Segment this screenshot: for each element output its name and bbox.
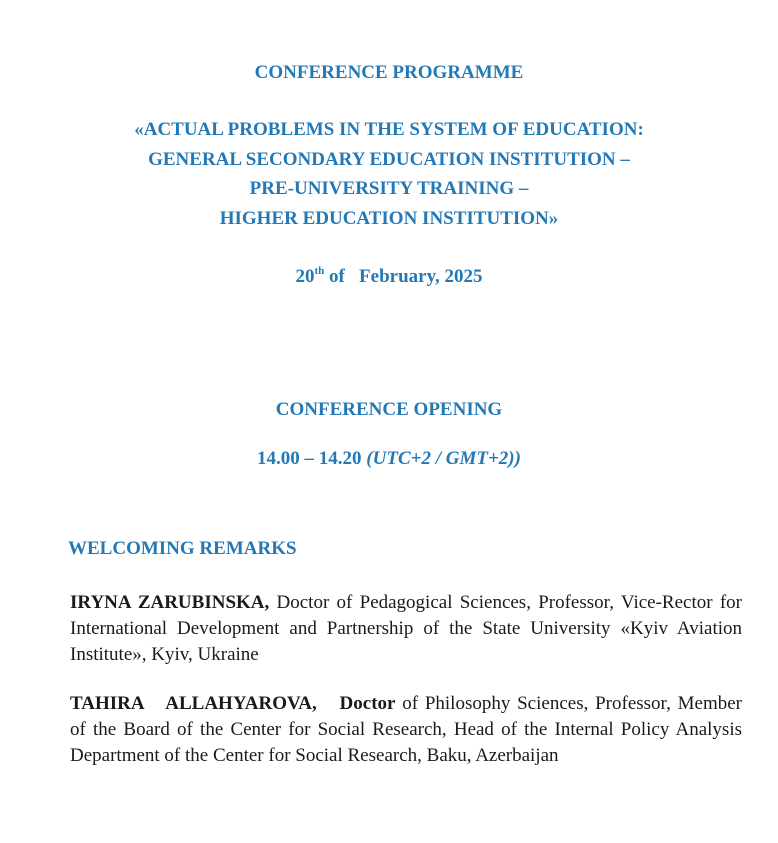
speaker-entry bbox=[70, 691, 742, 769]
conference-title-line: HIGHER EDUCATION INSTITUTION» bbox=[219, 207, 559, 229]
conference-title-line: PRE-UNIVERSITY TRAINING – bbox=[249, 178, 529, 199]
speaker-details: Doctor of Pedagogical Sciences, Professor, Vice-Rector for International Development and Partnership of the State University «Kyiv Aviation Institute», Kyiv, Ukraine bbox=[70, 592, 742, 665]
opening-time-range: 14.00 – 14.20 bbox=[257, 448, 367, 469]
opening-timezone: (UTC+2 / GMT+2)) bbox=[366, 448, 521, 469]
speaker-entry bbox=[70, 590, 742, 668]
programme-title: CONFERENCE PROGRAMME bbox=[254, 62, 524, 83]
conference-title-line: «ACTUAL PROBLEMS IN THE SYSTEM OF EDUCATION: bbox=[134, 119, 644, 140]
conference-opening-heading: CONFERENCE OPENING bbox=[275, 399, 503, 420]
speaker-details: of Philosophy Sciences, Professor, Member of the Board of the Center for Social Research, Head of the Internal Policy Analysis Department of the Center for Social Research, Baku, Azerbaijan bbox=[70, 693, 742, 766]
conference-date bbox=[0, 265, 778, 289]
speaker-name: IRYNA ZARUBINSKA, bbox=[70, 592, 270, 613]
conference-title-line: GENERAL SECONDARY EDUCATION INSTITUTION – bbox=[148, 148, 630, 170]
welcoming-remarks-heading: WELCOMING REMARKS bbox=[68, 538, 297, 559]
date-rest: of February, 2025 bbox=[324, 266, 483, 287]
conference-title bbox=[0, 115, 778, 233]
speaker-name: TAHIRA ALLAHYAROVA, Doctor bbox=[70, 693, 396, 714]
date-suffix: th bbox=[314, 264, 325, 277]
date-day: 20 bbox=[295, 266, 315, 287]
conference-opening-time bbox=[0, 448, 778, 470]
